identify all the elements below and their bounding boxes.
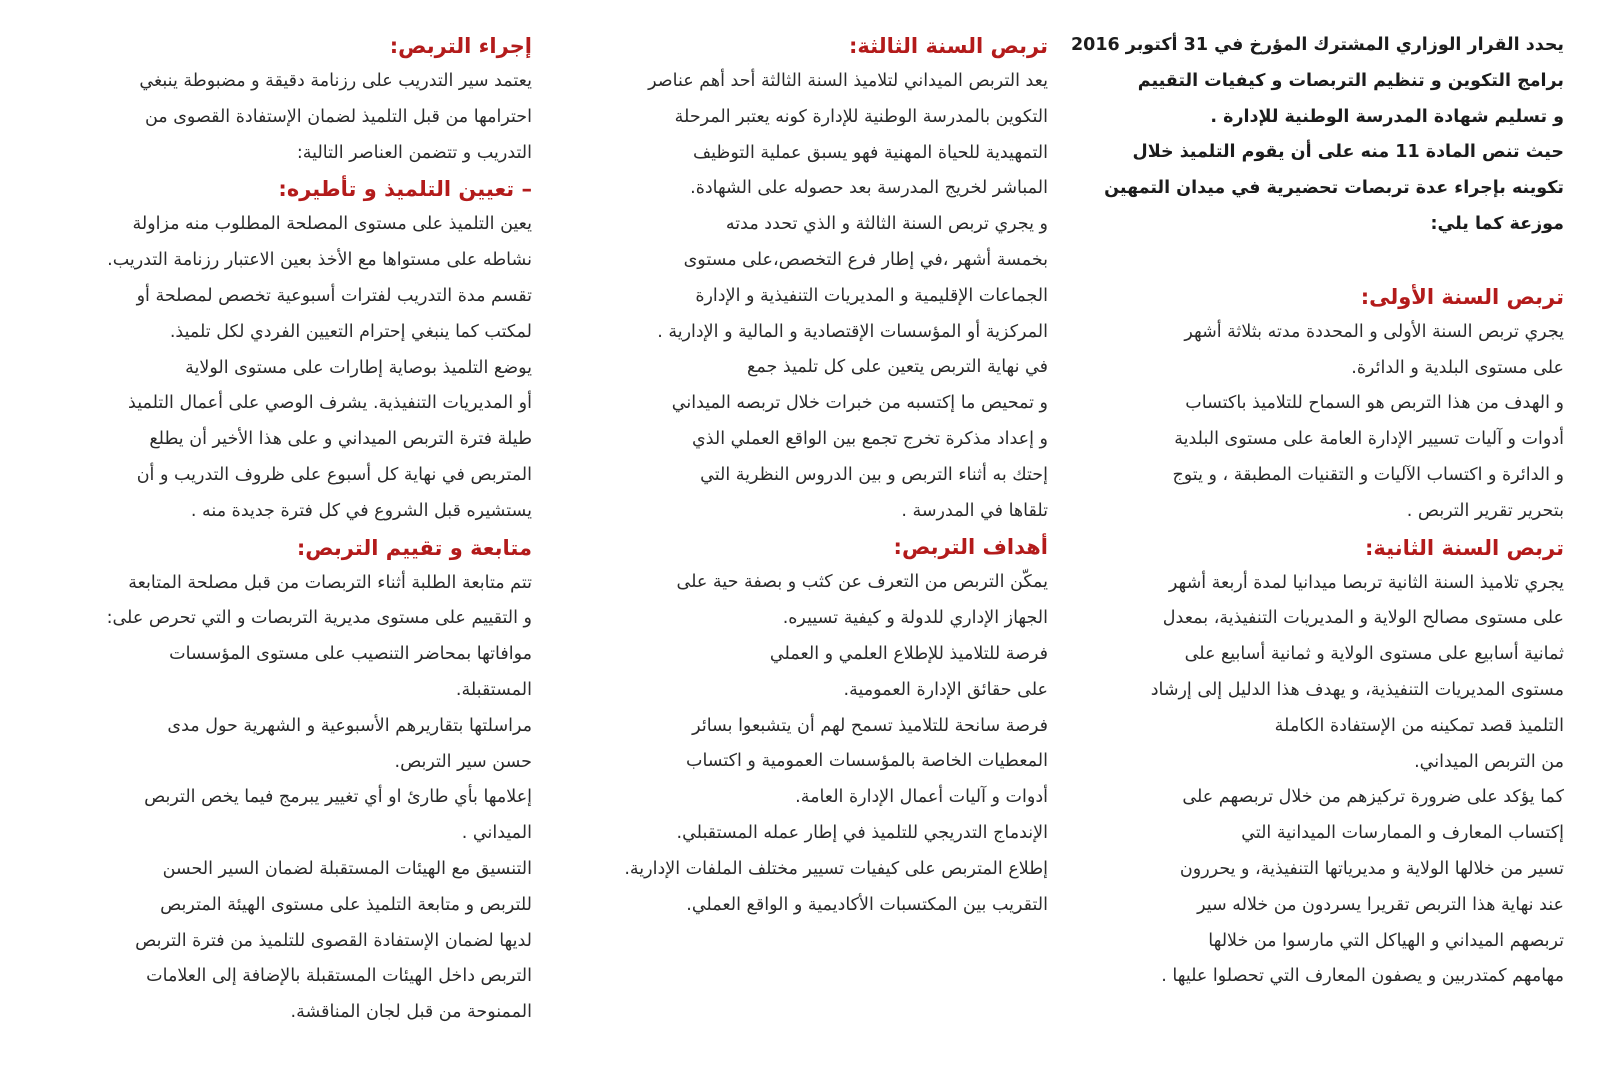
- text-line: يعتمد سير التدريب على رزنامة دقيقة و مضبوطة ينبغي: [139, 71, 532, 91]
- text-line: التلميذ قصد تمكينه من الإستفادة الكاملة: [1274, 715, 1564, 736]
- text-line: في نهاية التربص يتعين على كل تلميذ جمع: [747, 357, 1048, 378]
- third-year-section: [548, 64, 1048, 529]
- text-line: حسن سير التربص.: [394, 751, 532, 772]
- text-line: التدريب و تتضمن العناصر التالية:: [296, 142, 532, 163]
- text-line: نشاطه على مستواها مع الأخذ بعين الاعتبار رزنامة التدريب.: [107, 250, 532, 271]
- text-line: الجماعات الإقليمية و المديريات التنفيذية و الإدارة: [695, 285, 1048, 306]
- text-line: تربصهم الميداني و الهياكل التي مارسوا من خلالها: [1208, 930, 1564, 951]
- text-line: المباشر لخريج المدرسة بعد حصوله على الشهادة.: [690, 178, 1048, 199]
- text-line: المركزية أو المؤسسات الإقتصادية و المالية و الإدارية .: [657, 321, 1048, 342]
- text-line: يعين التلميذ على مستوى المصلحة المطلوب منه مزاولة: [132, 214, 532, 235]
- assignment-heading: – تعيين التلميذ و تأطيره:: [278, 177, 532, 202]
- text-line: إطلاع المتربص على كيفيات تسيير مختلف الملفات الإدارية.: [624, 858, 1048, 879]
- first-year-section: [1064, 315, 1564, 530]
- text-line: الميداني .: [461, 823, 532, 844]
- third-year-heading: تربص السنة الثالثة:: [849, 34, 1048, 58]
- text-line: يوضع التلميذ بوصاية إطارات على مستوى الولاية: [185, 357, 532, 378]
- text-line: التربص داخل الهيئات المستقبلة بالإضافة إلى العلامات: [146, 966, 532, 987]
- second-year-section: [1064, 566, 1564, 996]
- text-line: يجري تربص السنة الأولى و المحددة مدته بثلاثة أشهر: [1184, 321, 1564, 342]
- text-line: للتربص و متابعة التلميذ على مستوى الهيئة المتربص: [160, 894, 532, 915]
- text-line: أدوات و آليات أعمال الإدارة العامة.: [795, 787, 1048, 808]
- text-line: مهامهم كمتدربين و يصفون المعارف التي تحصلوا عليها .: [1161, 966, 1564, 987]
- right-column: [1064, 28, 1564, 995]
- text-line: و إعداد مذكرة تخرج تجمع بين الواقع العملي الذي: [692, 428, 1048, 449]
- text-line: إعلامها بأي طارئ او أي تغيير يبرمج فيما يخص التربص: [144, 787, 532, 808]
- text-line: على مستوى مصالح الولاية و المديريات التنفيذية، بمعدل: [1162, 608, 1564, 629]
- text-line: إحتك به أثناء التربص و بين الدروس النظرية التي: [700, 464, 1048, 485]
- intro-paragraph: [1064, 28, 1564, 243]
- assignment-section: [0, 207, 532, 529]
- text-line: بتحرير تقرير التربص .: [1406, 500, 1564, 521]
- text-line: يستشيره قبل الشروع في كل فترة جديدة منه .: [190, 500, 532, 521]
- text-line: التكوين بالمدرسة الوطنية للإدارة كونه يعتبر المرحلة: [674, 106, 1048, 127]
- text-line: فرصة للتلاميذ للإطلاع العلمي و العملي: [769, 643, 1048, 664]
- text-line: تلقاها في المدرسة .: [901, 500, 1048, 521]
- text-line: التنسيق مع الهيئات المستقبلة لضمان السير الحسن: [162, 858, 532, 879]
- text-line: موافاتها بمحاضر التنصيب على مستوى المؤسسات: [169, 644, 532, 665]
- text-line: و تمحيص ما إكتسبه من خبرات خلال تربصه الميداني: [671, 393, 1048, 414]
- text-line: عند نهاية هذا التربص تقريرا يسردون من خلاله سير: [1197, 894, 1564, 915]
- text-line: مستوى المديريات التنفيذية، و يهدف هذا الدليل إلى إرشاد: [1150, 679, 1564, 700]
- text-line: موزعة كما يلي:: [1430, 213, 1564, 234]
- text-line: تتم متابعة الطلبة أثناء التربصات من قبل مصلحة المتابعة: [128, 572, 532, 593]
- text-line: التقريب بين المكتسبات الأكاديمية و الواقع العملي.: [686, 894, 1048, 915]
- text-line: المتربص في نهاية كل أسبوع على ظروف التدريب و أن: [136, 464, 532, 485]
- text-line: الجهاز الإداري للدولة و كيفية تسييره.: [782, 608, 1048, 629]
- text-line: كما يؤكد على ضرورة تركيزهم من خلال تربصهم على: [1182, 787, 1564, 808]
- evaluation-heading: متابعة و تقييم التربص:: [296, 535, 532, 560]
- text-line: بخمسة أشهر ،في إطار فرع التخصص،على مستوى: [683, 249, 1048, 270]
- text-line: تسير من خلالها الولاية و مديرياتها التنفيذية، و يحررون: [1179, 858, 1564, 879]
- text-line: إكتساب المعارف و الممارسات الميدانية التي: [1241, 823, 1564, 844]
- text-line: لديها لضمان الإستفادة القصوى للتلميذ من فترة التربص: [135, 930, 532, 951]
- second-year-heading: تربص السنة الثانية:: [1365, 535, 1564, 560]
- procedure-section: [0, 64, 532, 171]
- text-line: تقسم مدة التدريب لفترات أسبوعية تخصص لمصلحة أو: [136, 285, 532, 306]
- text-line: و الدائرة و اكتساب الآليات و التقنيات المطبقة ، و يتوج: [1172, 464, 1564, 485]
- text-line: من التربص الميداني.: [1414, 751, 1564, 772]
- text-line: احترامها من قبل التلميذ لضمان الإستفادة القصوى من: [144, 106, 532, 127]
- text-line: يحدد القرار الوزاري المشترك المؤرخ في 31 أكتوبر 2016: [1071, 35, 1564, 55]
- objectives-section: [548, 565, 1048, 923]
- text-line: يجري تلاميذ السنة الثانية تربصا ميدانيا لمدة أربعة أشهر: [1168, 572, 1564, 593]
- text-line: طيلة فترة التربص الميداني و على هذا الأخير أن يطلع: [149, 429, 532, 450]
- text-line: برامج التكوين و تنظيم التربصات و كيفيات التقييم: [1137, 70, 1564, 91]
- text-line: حيث تنص المادة 11 منه على أن يقوم التلميذ خلال: [1132, 142, 1564, 163]
- text-line: تكوينه بإجراء عدة تربصات تحضيرية في ميدان التمهين: [1104, 178, 1564, 199]
- text-line: المعطيات الخاصة بالمؤسسات العمومية و اكتساب: [685, 751, 1048, 772]
- evaluation-section: [0, 566, 532, 1031]
- text-line: على حقائق الإدارة العمومية.: [843, 679, 1048, 700]
- text-line: على مستوى البلدية و الدائرة.: [1351, 357, 1564, 378]
- text-line: الممنوحة من قبل لجان المناقشة.: [290, 1002, 532, 1023]
- text-line: أو المديريات التنفيذية. يشرف الوصي على أعمال التلميذ: [128, 393, 532, 414]
- spacer: [1064, 243, 1564, 279]
- text-line: لمكتب كما ينبغي إحترام التعيين الفردي لكل تلميذ.: [169, 321, 532, 342]
- text-line: ثمانية أسابيع على مستوى الولاية و ثمانية أسابيع على: [1184, 644, 1564, 665]
- text-line: المستقبلة.: [455, 679, 532, 700]
- text-line: مراسلتها بتقاريرهم الأسبوعية و الشهرية حول مدى: [167, 715, 532, 736]
- text-line: الإندماج التدريجي للتلميذ في إطار عمله المستقبلي.: [676, 822, 1048, 843]
- middle-column: [548, 28, 1048, 923]
- text-line: و الهدف من هذا التربص هو السماح للتلاميذ باكتساب: [1185, 393, 1564, 414]
- text-line: فرصة سانحة للتلاميذ تسمح لهم أن يتشبعوا بسائر: [692, 715, 1048, 736]
- text-line: أدوات و آليات تسيير الإدارة العامة على مستوى البلدية: [1174, 429, 1564, 450]
- text-line: يمكّن التربص من التعرف عن كثب و بصفة حية على: [676, 572, 1048, 593]
- first-year-heading: تربص السنة الأولى:: [1360, 284, 1564, 309]
- text-line: التمهيدية للحياة المهنية فهو يسبق عملية التوظيف: [693, 142, 1048, 163]
- procedure-heading: إجراء التربص:: [389, 34, 532, 58]
- text-line: و يجري تربص السنة الثالثة و الذي تحدد مدته: [725, 214, 1048, 235]
- left-column: [0, 28, 532, 1031]
- text-line: و تسليم شهادة المدرسة الوطنية للإدارة .: [1210, 106, 1564, 127]
- objectives-heading: أهداف التربص:: [893, 535, 1048, 560]
- text-line: و التقييم على مستوى مديرية التربصات و التي تحرص على:: [106, 608, 532, 629]
- text-line: يعد التربص الميداني لتلاميذ السنة الثالثة أحد أهم عناصر: [648, 71, 1048, 91]
